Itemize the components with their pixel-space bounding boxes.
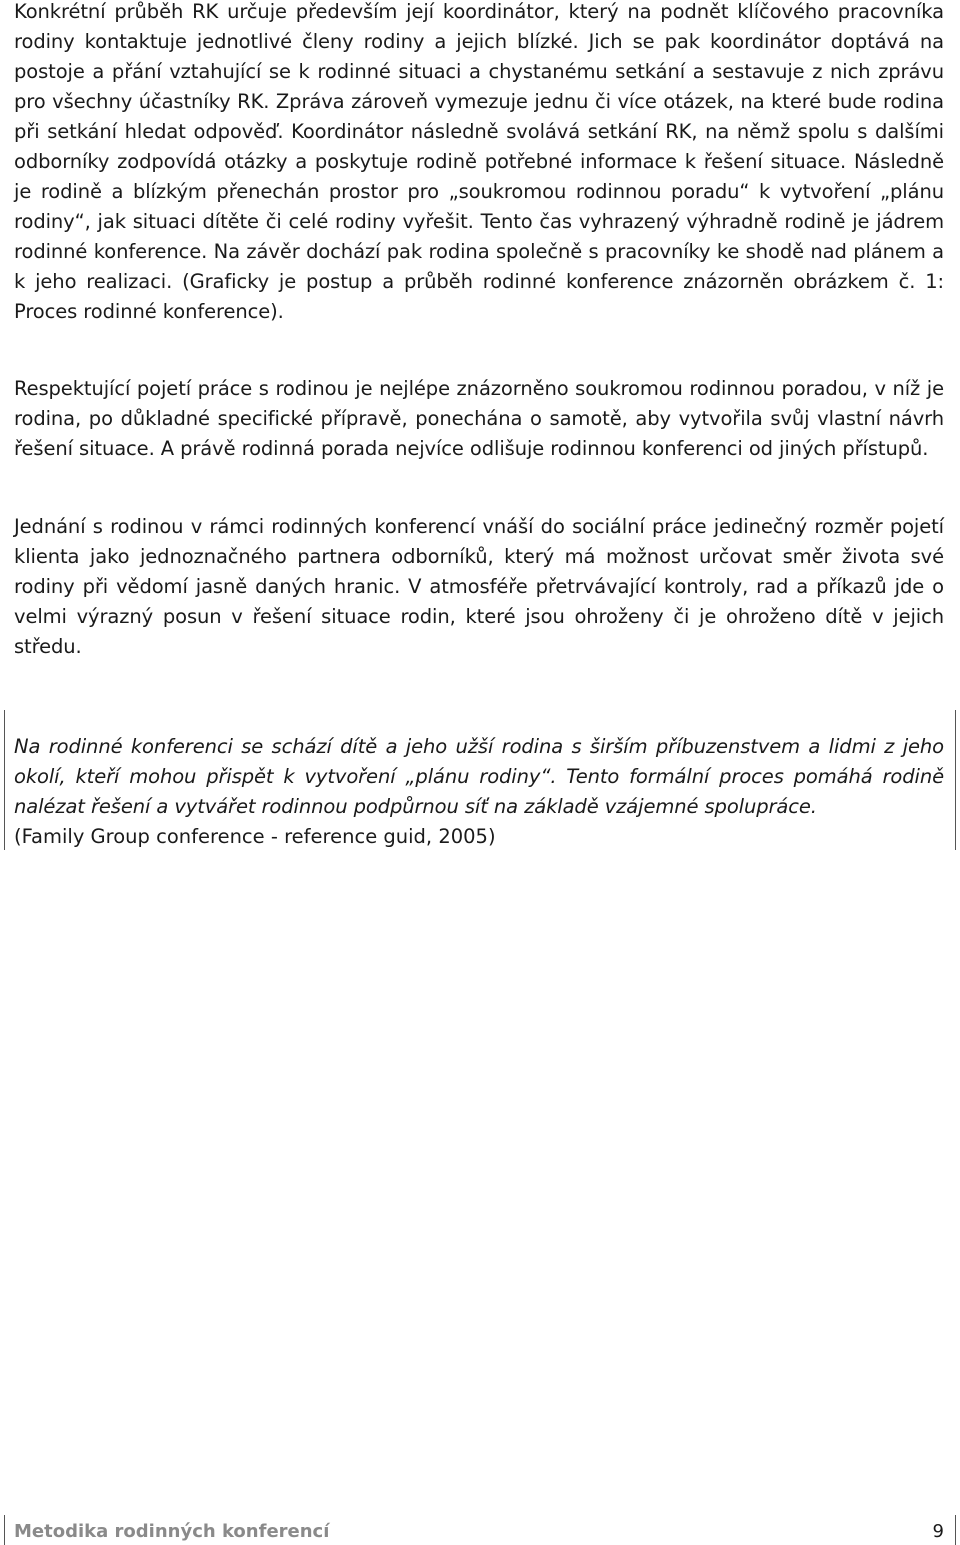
footer-title: Metodika rodinných konferencí (14, 1521, 330, 1542)
quote-left-rule (4, 710, 5, 850)
quote-text: Na rodinné konferenci se schází dítě a jeho užší rodina s širším příbuzenstvem a lidmi z jeho okolí, kteří mohou přispět k vytvoření „plánu rodiny“. Tento formální proces pomáhá rodině nalézat řešení a vytvářet rodinnou podpůrnou síť na základě vzájemné spolupráce. (14, 735, 944, 818)
body-paragraph: Konkrétní průběh RK určuje především její koordinátor, který na podnět klíčového pracovníka rodiny kontaktuje jednotlivé členy rodiny a jejich blízké. Jich se pak koordinátor doptává na postoje a přání vztahující se k rodinné situaci a chystanému setkání a sestavuje z nich zprávu pro všechny účastníky RK. Zpráva zároveň vymezuje jednu či více otázek, na které bude rodina při setkání hledat odpověď. Koordinátor následně svolává setkání RK, na němž spolu s dalšími odborníky zodpovídá otázky a poskytuje rodině potřebné informace k řešení situace. Následně je rodině a blízkým přenechán prostor pro „soukromou rodinnou poradu“ k vytvoření „plánu rodiny“, jak situaci dítěte či celé rodiny vyřešit. Tento čas vyhrazený výhradně rodině je jádrem rodinné konference. Na závěr dochází pak rodina společně s pracovníky ke shodě nad plánem a k jeho realizaci. (Graficky je postup a průběh rodinné konference znázorněn obrázkem č. 1: Proces rodinné konference). (14, 0, 944, 323)
page-footer (4, 1515, 956, 1545)
definition-quote-box (4, 710, 956, 850)
page-number: 9 (932, 1521, 944, 1542)
footer-left-rule (4, 1515, 5, 1545)
quote-citation: (Family Group conference - reference guid, 2005) (14, 825, 496, 848)
body-paragraph: Respektující pojetí práce s rodinou je nejlépe znázorněno soukromou rodinnou poradou, v níž je rodina, po důkladné specifické přípravě, ponechána o samotě, aby vytvořila svůj vlastní návrh řešení situace. A právě rodinná porada nejvíce odlišuje rodinnou konferenci od jiných přístupů. (14, 377, 944, 460)
footer-right-rule (955, 1515, 956, 1545)
quote-right-rule (955, 710, 956, 850)
body-paragraph: Jednání s rodinou v rámci rodinných konferencí vnáší do sociální práce jedinečný rozměr pojetí klienta jako jednoznačného partnera odborníků, který má možnost určovat směr života své rodiny při vědomí jasně daných hranic. V atmosféře přetrvávající kontroly, rad a příkazů jde o velmi výrazný posun v řešení situace rodin, které jsou ohroženy či je ohroženo dítě v jejich středu. (14, 515, 944, 658)
